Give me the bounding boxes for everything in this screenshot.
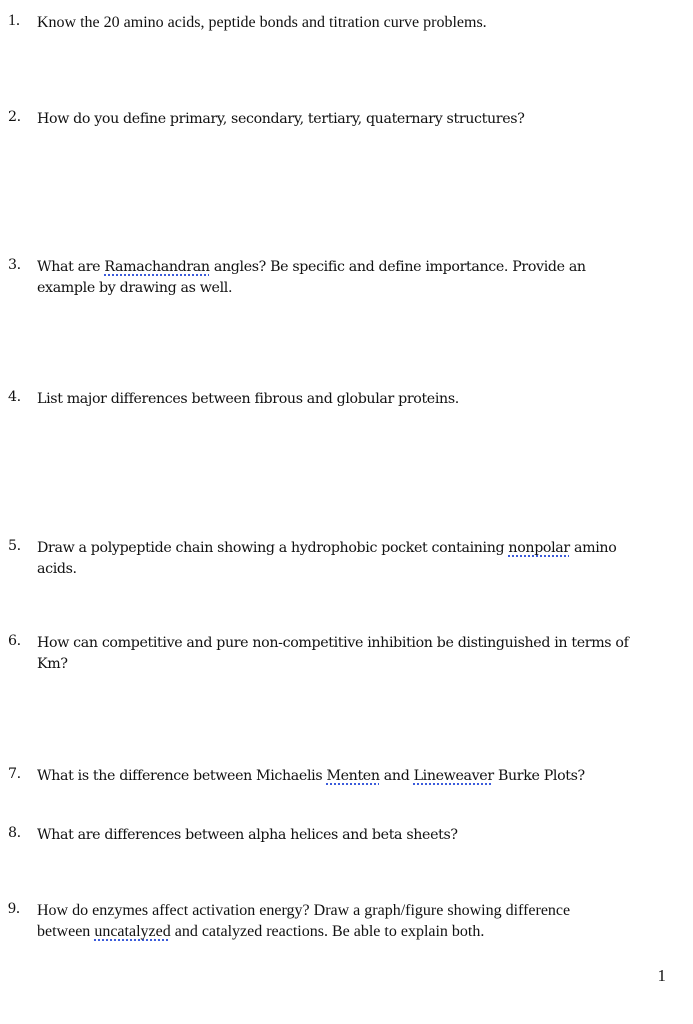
misspelled-word[interactable]: uncatalyzed — [94, 923, 171, 940]
question-number: 7. — [8, 766, 21, 782]
text-run: Km? — [37, 656, 68, 672]
question-text: List major differences between fibrous and globular proteins. — [37, 391, 459, 407]
question-number: 6. — [8, 633, 21, 649]
question-number: 2. — [8, 109, 21, 125]
misspelled-word[interactable]: Ramachandran — [104, 259, 210, 275]
text-run: What are — [37, 259, 105, 275]
question-number: 5. — [8, 538, 21, 554]
text-run: Burke Plots? — [493, 768, 585, 784]
question-number: 8. — [8, 825, 21, 841]
question-number: 3. — [8, 257, 21, 273]
text-run: How do enzymes affect activation energy? Draw a graph/figure showing difference — [37, 902, 571, 919]
text-run: Draw a polypeptide chain showing a hydrophobic pocket containing — [37, 540, 509, 556]
text-run: example by drawing as well. — [37, 280, 233, 296]
text-run: and — [379, 768, 414, 784]
misspelled-word[interactable]: Menten — [326, 768, 380, 784]
text-run: acids. — [37, 561, 77, 577]
text-run: and catalyzed reactions. Be able to explain both. — [170, 923, 485, 940]
text-run: between — [37, 923, 95, 940]
misspelled-word[interactable]: nonpolar — [508, 540, 570, 556]
question-text — [37, 257, 677, 299]
question-text — [37, 766, 677, 787]
question-text: How do you define primary, secondary, tertiary, quaternary structures? — [37, 111, 525, 127]
misspelled-word[interactable]: Lineweaver — [413, 768, 494, 784]
question-text — [37, 633, 677, 675]
question-number: 9. — [8, 900, 20, 917]
question-text: Know the 20 amino acids, peptide bonds and titration curve problems. — [37, 14, 487, 31]
question-number: 1. — [8, 12, 20, 29]
page-number: 1 — [657, 966, 666, 985]
question-number: 4. — [8, 389, 21, 405]
text-run: What is the difference between Michaelis — [37, 768, 327, 784]
question-text — [37, 900, 677, 942]
text-run: amino — [569, 540, 617, 556]
question-text — [37, 538, 677, 580]
text-run: angles? Be specific and define importance. Provide an — [209, 259, 586, 275]
text-run: How can competitive and pure non-competitive inhibition be distinguished in terms of — [37, 635, 629, 651]
question-text: What are differences between alpha helices and beta sheets? — [37, 827, 458, 843]
